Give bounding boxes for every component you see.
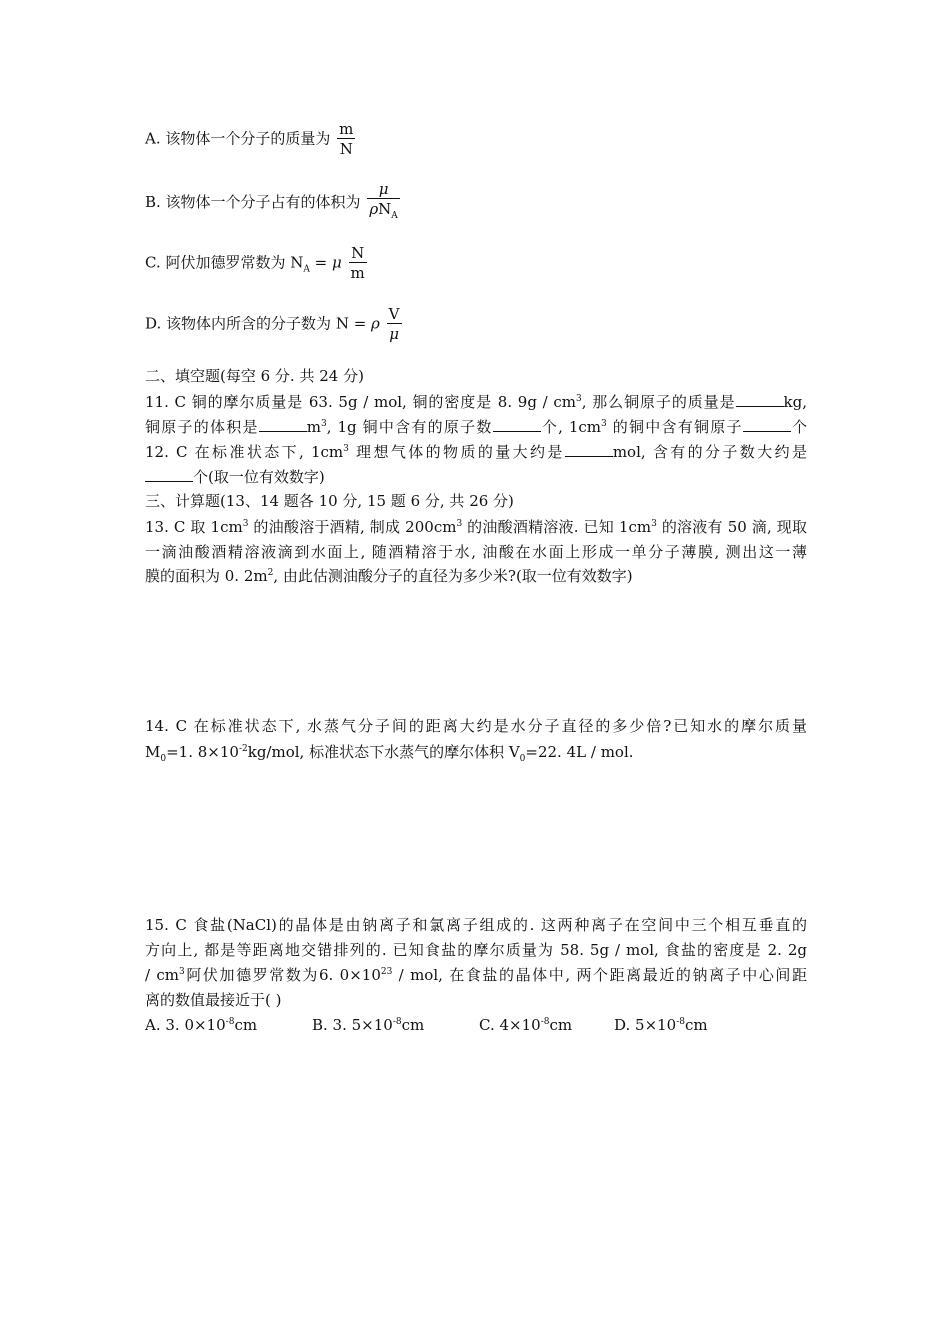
fraction-mu-over-rho-na: $\frac{\mu}{\rho N_A}$ [367, 180, 399, 226]
answer-blank [493, 417, 541, 432]
option-c: C. 阿伏加德罗常数为 $N_A = \mu$ $\frac{N}{m}$ [145, 244, 365, 282]
q15-line2: 方向上, 都是等距离地交错排列的. 已知食盐的摩尔质量为 58. 5g / mol, 食盐的密度是 2. 2g [145, 941, 807, 959]
q11-line2: 铜原子的体积是 $m^3$, 1g 铜中含有的原子数 个, $1cm^3$ 的铜中含有铜原子 个 [145, 418, 807, 436]
q14-line1: 14. C 在标准状态下, 水蒸气分子间的距离大约是水分子直径的多少倍?已知水的摩尔质量 [145, 717, 807, 735]
choice-a: A. 3. $0\times 10^{-8}cm$ [145, 1016, 258, 1034]
q15-line3: / $cm^3$阿伏加德罗常数为6. $0\times 10^{23}$ / mol, 在食盐的晶体中, 两个距离最近的钠离子中心间距 [145, 966, 808, 984]
q15-line4: 离的数值最接近于( ) [145, 991, 282, 1009]
section-2-title: 二、填空题(每空 6 分. 共 24 分) [145, 367, 364, 385]
choice-b: B. 3. $5\times 10^{-8}cm$ [312, 1016, 425, 1034]
q11-line1: 11. C 铜的摩尔质量是 63. 5g / mol, 铜的密度是 8. $9g / cm^3$, 那么铜原子的质量是 kg, [145, 393, 807, 411]
q14-line2: $M_0=1$. $8\times 10^{-2}kg$/mol, 标准状态下水蒸气的摩尔体积 $V_0=22$. 4L / mol. [145, 743, 634, 764]
q13-line2: 一滴油酸酒精溶液滴到水面上, 随酒精溶于水, 油酸在水面上形成一单分子薄膜, 测出这一薄 [145, 543, 807, 561]
option-b: B. 该物体一个分子占有的体积为 $\frac{\mu}{\rho N_A}$ [145, 180, 400, 226]
answer-blank [743, 417, 791, 432]
q13-line3: 膜的面积为 0. $2m^2$, 由此估测油酸分子的直径为多少米?(取一位有效数字) [145, 567, 633, 585]
answer-blank [259, 417, 307, 432]
answer-blank [736, 392, 784, 407]
choice-d: D. $5\times 10^{-8}cm$ [614, 1016, 708, 1034]
q15-choices [145, 1015, 708, 1035]
fraction-v-over-mu: $\frac{V}{\mu}$ [388, 305, 400, 343]
option-a: A. 该物体一个分子的质量为 $\frac{m}{N}$ [145, 120, 354, 158]
choice-c: C. $4\times 10^{-8}cm$ [479, 1016, 573, 1034]
q15-line1: 15. C 食盐(NaCl)的晶体是由钠离子和氯离子组成的. 这两种离子在空间中三个相互垂直的 [145, 916, 807, 934]
answer-blank [565, 442, 613, 457]
answer-blank [145, 467, 193, 482]
option-d: D. 该物体内所含的分子数为 N = ρ $\frac{V}{\mu}$ [145, 305, 400, 343]
section-3-title: 三、计算题(13、14 题各 10 分, 15 题 6 分, 共 26 分) [145, 492, 514, 510]
q12-line2: 个(取一位有效数字) [145, 467, 325, 487]
fraction-n-over-m: $\frac{N}{m}$ [350, 244, 365, 282]
q13-line1: 13. C 取 $1cm^3$ 的油酸溶于酒精, 制成 $200cm^3$ 的油酸酒精溶液. 已知 $1cm^3$ 的溶液有 50 滴, 现取 [145, 518, 808, 536]
q12-line1: 12. C 在标准状态下, $1cm^3$ 理想气体的物质的量大约是 mol, 含有的分子数大约是 [145, 443, 807, 461]
fraction-m-over-n: $\frac{m}{N}$ [339, 120, 354, 158]
